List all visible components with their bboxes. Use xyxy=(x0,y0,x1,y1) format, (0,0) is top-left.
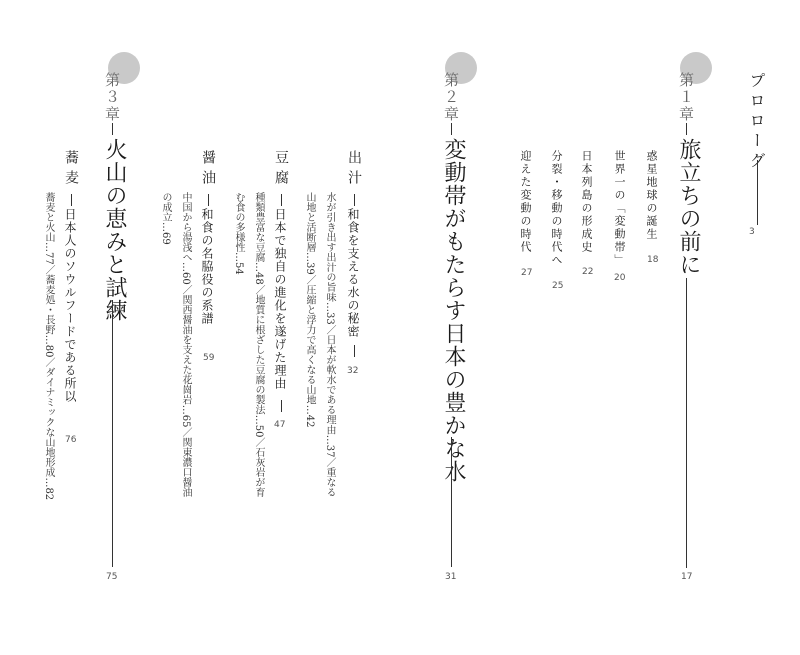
tofu-desc-1: 種類豊富な豆腐…48／地質に根ざした豆腐の製法…50／石灰岩が育 xyxy=(253,192,264,498)
soy-desc-2: の成立…69 xyxy=(160,192,171,245)
chapter2-desc-2: 山地と活断層…39／圧縮と浮力で高くなる山地…42 xyxy=(304,192,315,428)
tofu-sub-dash xyxy=(281,194,282,206)
chapter2-page: 31 xyxy=(445,572,457,582)
chapter2-rule xyxy=(451,437,452,567)
chapter2-section: 出汁 xyxy=(346,150,362,190)
chapter2-sub: 和食を支える水の秘密 xyxy=(346,208,360,338)
chapter1-item-4-page: 25 xyxy=(552,281,564,291)
chapter1-item-5: 迎えた変動の時代 xyxy=(519,150,532,254)
tofu-sub-page: 47 xyxy=(274,420,286,430)
tofu-section: 豆腐 xyxy=(273,150,289,190)
chapter3-label: 第３章 xyxy=(103,72,121,123)
chapter1-item-1: 惑星地球の誕生 xyxy=(645,150,658,241)
chapter3-page: 75 xyxy=(106,572,118,582)
chapter2-sub-dash-end xyxy=(354,345,355,357)
soy-sub-dash xyxy=(208,194,209,206)
chapter1-item-2: 世界一の「変動帯」 xyxy=(613,150,626,267)
chapter1-page: 17 xyxy=(681,572,693,582)
chapter1-item-4: 分裂・移動の時代へ xyxy=(550,150,563,267)
soba-sub-page: 76 xyxy=(65,435,77,445)
soy-section: 醤油 xyxy=(200,150,216,190)
chapter3-label-rule xyxy=(112,123,113,135)
tofu-sub-dash-end xyxy=(281,400,282,412)
tofu-sub: 日本で独自の進化を遂げた理由 xyxy=(273,208,287,390)
chapter2-sub-page: 32 xyxy=(347,366,359,376)
chapter2-title: 変動帯がもたらす日本の豊かな水 xyxy=(441,138,466,483)
chapter1-item-3-page: 22 xyxy=(582,267,594,277)
prologue-page: 3 xyxy=(749,227,755,237)
chapter1-item-3: 日本列島の形成史 xyxy=(580,150,593,254)
soy-sub-page: 59 xyxy=(203,353,215,363)
chapter2-sub-dash xyxy=(354,194,355,206)
chapter2-desc-1: 水が引き出す出汁の旨味…33／日本が軟水である理由…37／重なる xyxy=(324,192,335,498)
soba-sub-dash xyxy=(71,194,72,206)
soba-sub: 日本人のソウルフードである所以 xyxy=(63,208,77,403)
chapter1-item-1-page: 18 xyxy=(647,255,659,265)
chapter2-label-rule xyxy=(451,123,452,135)
chapter1-title: 旅立ちの前に xyxy=(676,138,701,276)
soy-sub: 和食の名脇役の系譜 xyxy=(200,208,214,325)
chapter3-title: 火山の恵みと試練 xyxy=(102,138,127,322)
soba-desc-1: 蕎麦と火山…77／蕎麦処・長野…80／ダイナミックな山地形成…82 xyxy=(43,192,54,501)
chapter3-rule xyxy=(112,300,113,567)
chapter1-label: 第１章 xyxy=(677,72,695,123)
soba-section: 蕎麦 xyxy=(63,150,79,190)
chapter1-rule xyxy=(686,278,687,568)
tofu-desc-2: む食の多様性…54 xyxy=(233,192,244,275)
prologue-rule xyxy=(757,160,758,225)
chapter1-item-5-page: 27 xyxy=(521,268,533,278)
soy-desc-1: 中国から湯浅へ…60／関西醤油を支えた花崗岩…65／関東濃口醤油 xyxy=(180,192,191,498)
prologue-title: プロローグ xyxy=(747,72,766,172)
chapter1-label-rule xyxy=(686,123,687,135)
chapter2-label: 第２章 xyxy=(442,72,460,123)
chapter1-item-2-page: 20 xyxy=(614,273,626,283)
